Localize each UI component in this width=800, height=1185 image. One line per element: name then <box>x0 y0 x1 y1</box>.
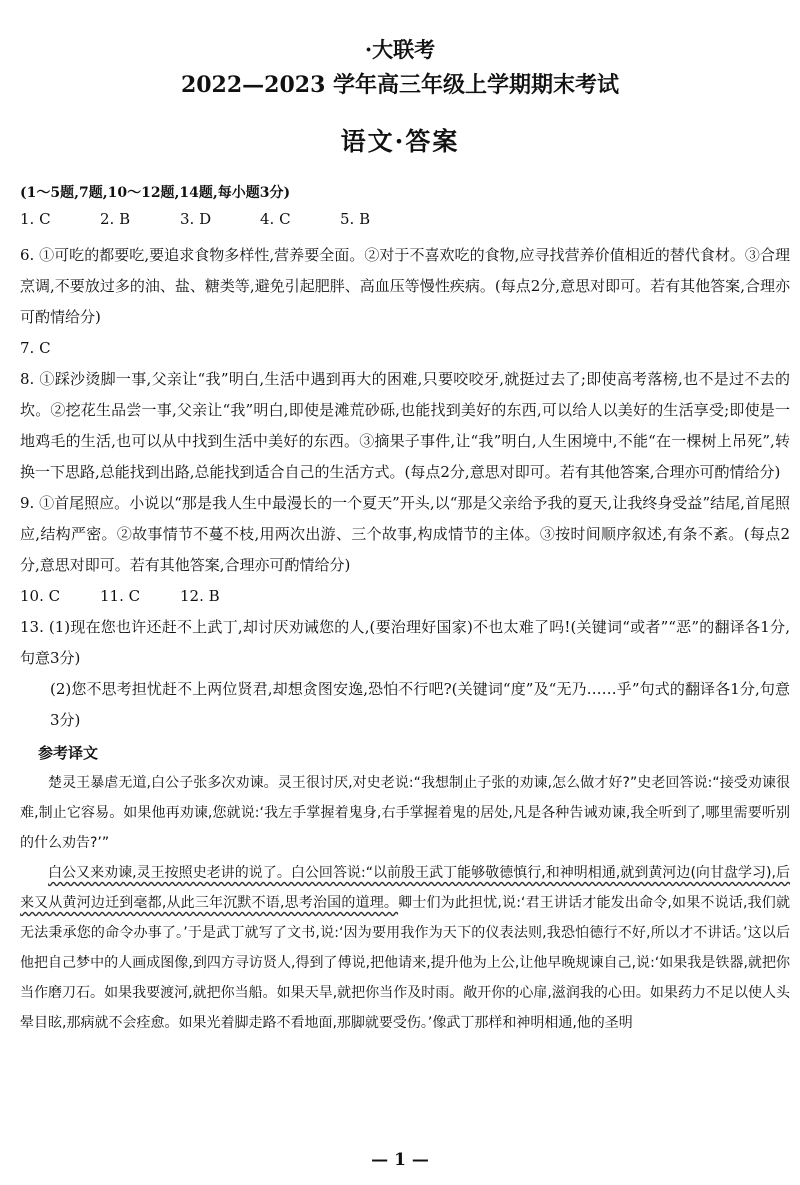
answer-9 <box>20 488 790 581</box>
translation-paragraph-2 <box>20 858 790 1038</box>
answer-5: 5. B <box>340 210 371 228</box>
exam-tag: ·大联考 <box>364 37 436 62</box>
answer-11: 11. C <box>100 587 141 605</box>
answer-6 <box>20 240 790 333</box>
answer-9-text: 9. ①首尾照应。小说以“那是我人生中最漫长的一个夏天”开头,以“那是父亲给予我的夏天,让我终身受益”结尾,首尾照应,结构严密。②故事情节不蔓不枝,用两次出游、三个故事,构成情节的主体。③按时间顺序叙述,有条不紊。(每点2分,意思对即可。若有其他答案,合理亦可酌情给分) <box>20 494 790 574</box>
subject-title: 语文·答案 <box>340 127 460 156</box>
answer-13-part2: (2)您不思考担忧赶不上两位贤君,却想贪图安逸,恐怕不行吧?(关键词“度”及“无乃……乎”句式的翻译各1分,句意3分) <box>50 680 790 729</box>
answer-7-text: 7. C <box>20 339 51 357</box>
answer-8-text: 8. ①踩沙烫脚一事,父亲让“我”明白,生活中遇到再大的困难,只要咬咬牙,就挺过去了;即使高考落榜,也不是过不去的坎。②挖花生品尝一事,父亲让“我”明白,即使是滩荒砂砾,也能找到美好的东西,可以给人以美好的生活享受;即使是一地鸡毛的生活,也可以从中找到生活中美好的东西。③摘果子事件,让“我”明白,人生困境中,不能“在一棵树上吊死”,转换一下思路,总能找到出路,总能找到适合自己的生活方式。(每点2分,意思对即可。若有其他答案,合理亦可酌情给分) <box>20 370 790 481</box>
answer-2: 2. B <box>100 210 131 228</box>
answer-content <box>20 180 790 1038</box>
answer-10: 10. C <box>20 587 61 605</box>
answer-3: 3. D <box>180 210 212 228</box>
scoring-note: (1～5题,7题,10～12题,14题,每小题3分) <box>20 185 291 201</box>
answer-13-part1: 13. (1)现在您也许还赶不上武丁,却讨厌劝诫您的人,(要治理好国家)不也太难了吗!(关键词“或者”“恶”的翻译各1分,句意3分) <box>20 618 790 667</box>
translation-paragraph-2-rest: 卿士们为此担忧,说:‘君王讲话才能发出命令,如果不说话,我们就无法秉承您的命令办事了。’于是武丁就写了文书,说:‘因为要用我作为天下的仪表法则,我恐怕德行不好,所以才不讲话。’这以后他把自己梦中的人画成图像,到四方寻访贤人,得到了傅说,把他请来,提升他为上公,让他早晚规谏自己,说:‘如果我是铁器,就把你当作磨刀石。如果我要渡河,就把你当船。如果天旱,就把你当作及时雨。敞开你的心扉,滋润我的心田。如果药力不足以使人头晕目眩,那病就不会痊愈。如果光着脚走路不看地面,那脚就要受伤。’像武丁那样和神明相通,他的圣明 <box>20 895 790 1031</box>
answer-1: 1. C <box>20 210 51 228</box>
mc-answers-1-5 <box>20 206 790 232</box>
answer-13 <box>20 612 790 736</box>
translation-paragraph-1: 楚灵王暴虐无道,白公子张多次劝谏。灵王很讨厌,对史老说:“我想制止子张的劝谏,怎么做才好?”史老回答说:“接受劝谏很难,制止它容易。如果他再劝谏,您就说:‘我左手掌握着鬼身,右手掌握着鬼的居处,凡是各种告诫劝谏,我全听到了,哪里需要听别的什么劝告?’” <box>20 775 790 851</box>
reference-translation-title: 参考译文 <box>38 744 99 762</box>
answer-7 <box>20 333 790 364</box>
exam-title: 2022—2023 学年高三年级上学期期末考试 <box>180 72 620 98</box>
answer-4: 4. C <box>260 210 291 228</box>
answer-12: 12. B <box>180 587 220 605</box>
answer-6-text: 6. ①可吃的都要吃,要追求食物多样性,营养要全面。②对于不喜欢吃的食物,应寻找营养价值相近的替代食材。③合理烹调,不要放过多的油、盐、糖类等,避免引起肥胖、高血压等慢性疾病。(每点2分,意思对即可。若有其他答案,合理亦可酌情给分) <box>20 246 790 326</box>
mc-answers-10-12 <box>20 581 790 612</box>
answer-8 <box>20 364 790 488</box>
reference-translation <box>20 768 790 1038</box>
page-number: — 1 — <box>371 1150 429 1170</box>
wavy-underlined-text: 白公又来劝谏,灵王按照史老讲的说了。白公回答说:“以前殷王武丁能够敬德慎行,和神明相通,就到黄河边(向甘盘学习),后来又从黄河边迁到毫都,从此三年沉默不语,思考治国的道理。 <box>20 865 790 911</box>
